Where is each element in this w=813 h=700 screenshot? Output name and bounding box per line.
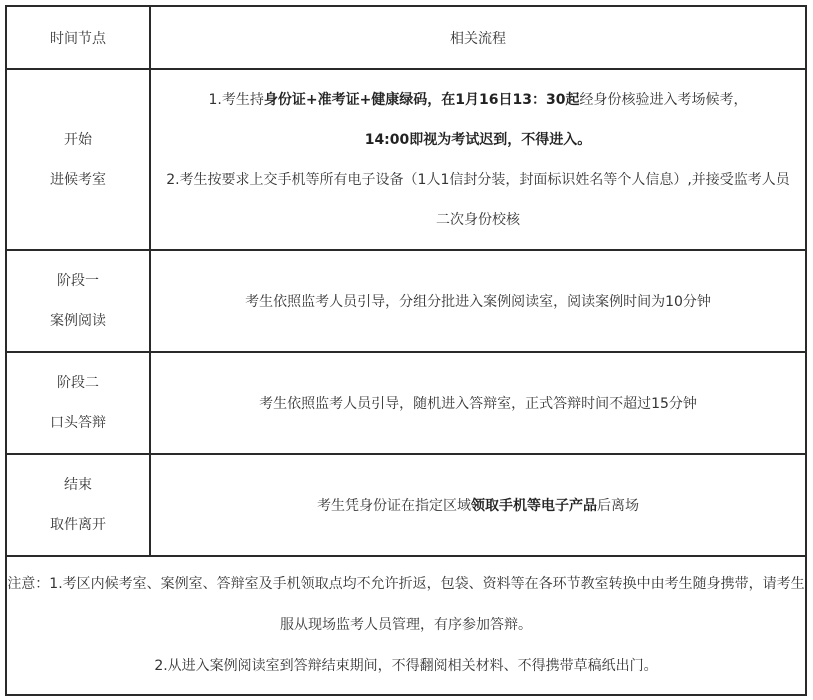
process-bold-text: 领取手机等电子产品 [471, 498, 597, 514]
process-text: 考生凭身份证在指定区域 [317, 498, 471, 514]
stage-line: 开始 [64, 131, 92, 148]
stage-cell [6, 69, 150, 250]
stage-cell [6, 352, 150, 454]
stage-line: 进候考室 [50, 171, 106, 188]
table-row [6, 454, 806, 556]
note-row [6, 556, 806, 695]
process-cell: 考生依照监考人员引导，分组分批进入案例阅读室，阅读案例时间为10分钟 [150, 250, 806, 352]
stage-line: 取件离开 [50, 517, 106, 533]
table-row [6, 69, 806, 250]
header-time-node: 时间节点 [6, 6, 150, 69]
process-text: 1.考生持 [208, 91, 264, 108]
process-text: 后离场 [597, 498, 639, 514]
table-header-row [6, 6, 806, 69]
stage-line: 阶段二 [57, 375, 99, 391]
stage-line: 口头答辩 [50, 415, 106, 431]
note-cell [6, 556, 806, 695]
header-process: 相关流程 [150, 6, 806, 69]
process-cell [150, 69, 806, 250]
table-row [6, 250, 806, 352]
process-bold-text: 身份证+准考证+健康绿码，在1月16日13：30起 [263, 91, 580, 108]
process-paragraph: 2.考生按要求上交手机等所有电子设备（1人1信封分装，封面标识姓名等个人信息）,并接受监考人员二次身份校核 [166, 171, 790, 228]
process-text: 经身份核验进入考场候考， [579, 91, 748, 108]
stage-line: 案例阅读 [50, 313, 106, 329]
exam-schedule-table [5, 5, 807, 696]
table-row [6, 352, 806, 454]
process-cell [150, 454, 806, 556]
stage-line: 阶段一 [57, 273, 99, 289]
note-paragraph: 注意：1.考区内候考室、案例室、答辩室及手机领取点均不允许折返，包袋、资料等在各环节教室转换中由考生随身携带，请考生服从现场监考人员管理，有序参加答辩。 [7, 576, 805, 633]
stage-cell [6, 250, 150, 352]
process-cell: 考生依照监考人员引导，随机进入答辩室，正式答辩时间不超过15分钟 [150, 352, 806, 454]
process-bold-text: 14:00即视为考试迟到，不得进入。 [364, 131, 592, 148]
note-paragraph: 2.从进入案例阅读室到答辩结束期间，不得翻阅相关材料、不得携带草稿纸出门。 [154, 658, 658, 674]
stage-cell [6, 454, 150, 556]
stage-line: 结束 [64, 477, 92, 493]
process-paragraph [161, 80, 795, 160]
